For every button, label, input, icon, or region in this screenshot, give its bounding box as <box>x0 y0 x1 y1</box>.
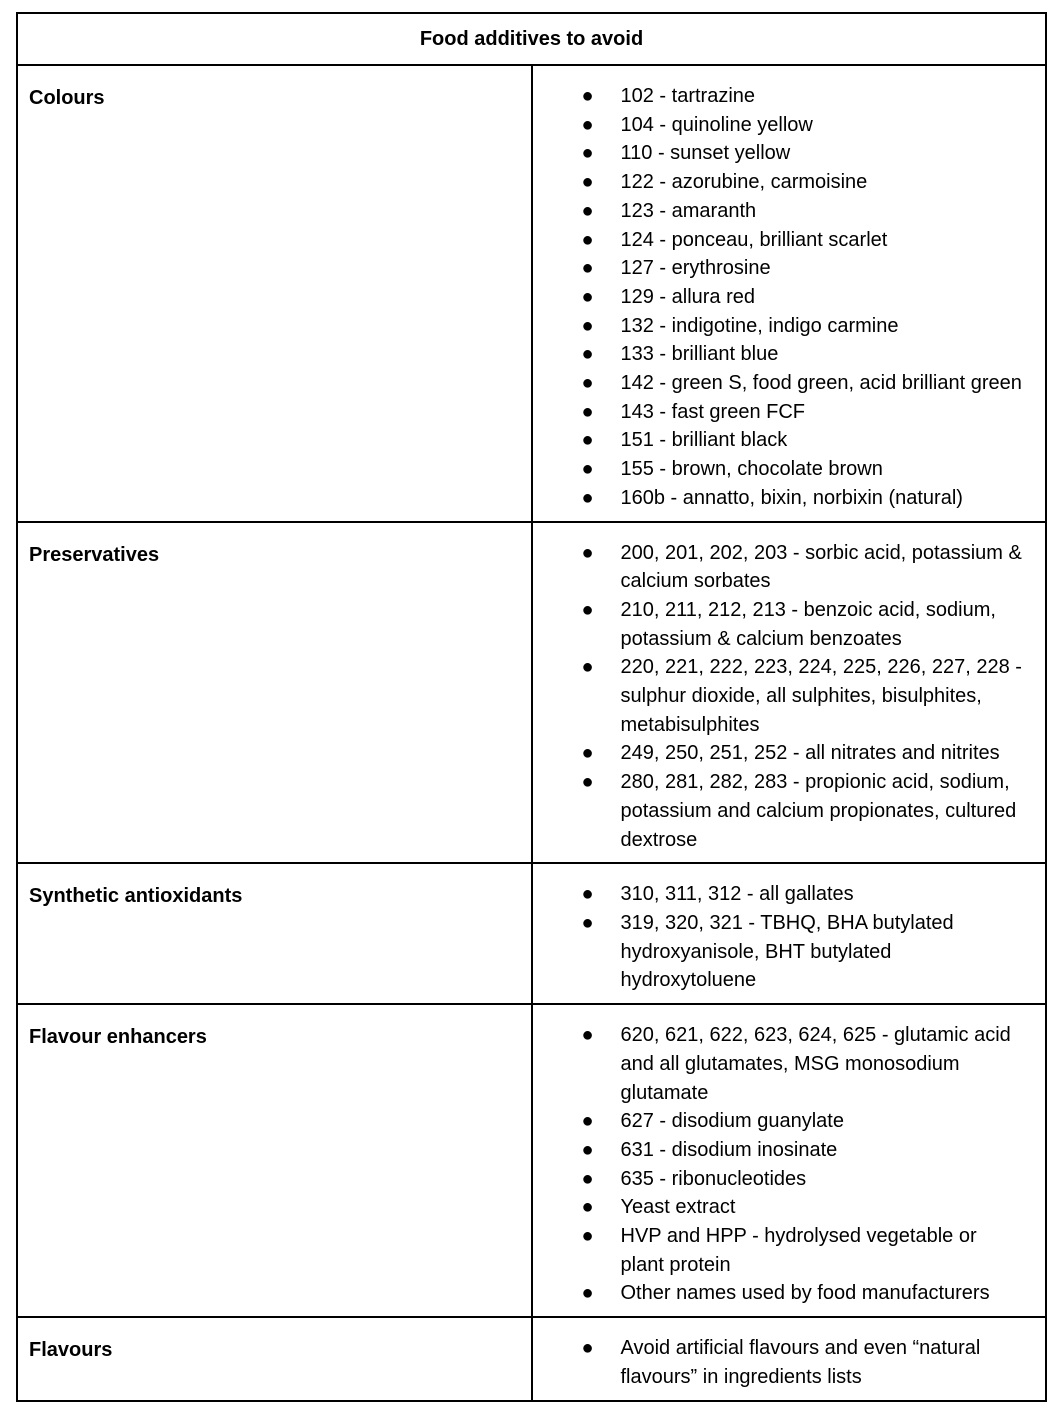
bullet-icon: ● <box>581 1282 594 1305</box>
list-item <box>533 596 1026 653</box>
additive-item-text: 627 - disodium guanylate <box>620 1110 844 1133</box>
list-item <box>533 1136 1026 1165</box>
additive-item-text: 127 - erythrosine <box>620 257 771 280</box>
additive-item-text: Avoid artificial flavours and even “natural flavours” in ingredients lists <box>620 1337 981 1388</box>
list-item <box>533 739 1026 768</box>
table-row <box>17 1317 1046 1400</box>
category-label: Flavour enhancers <box>17 1004 532 1317</box>
bullet-icon: ● <box>581 656 594 679</box>
category-label: Synthetic antioxidants <box>17 863 532 1004</box>
table-title: Food additives to avoid <box>17 13 1046 65</box>
table-row <box>17 863 1046 1004</box>
additive-list-cell <box>532 1004 1047 1317</box>
bullet-icon: ● <box>581 314 594 337</box>
list-item <box>533 254 1026 283</box>
bullet-icon: ● <box>581 171 594 194</box>
additive-item-text: 133 - brilliant blue <box>620 343 779 366</box>
list-item <box>533 880 1026 909</box>
list-item <box>533 1165 1026 1194</box>
bullet-icon: ● <box>581 199 594 222</box>
bullet-icon: ● <box>581 228 594 251</box>
additive-list-cell <box>532 522 1047 864</box>
bullet-icon: ● <box>581 429 594 452</box>
bullet-icon: ● <box>581 372 594 395</box>
additive-item-text: 142 - green S, food green, acid brilliant green <box>620 372 1022 395</box>
bullet-icon: ● <box>581 598 594 621</box>
bullet-icon: ● <box>581 142 594 165</box>
additive-list <box>533 1021 1026 1308</box>
list-item <box>533 139 1026 168</box>
additive-item-text: 110 - sunset yellow <box>620 142 791 165</box>
additive-list <box>533 82 1026 513</box>
additive-item-text: 280, 281, 282, 283 - propionic acid, sodium, potassium and calcium propionates, cultured dextrose <box>620 771 1017 851</box>
additive-item-text: Yeast extract <box>620 1196 736 1219</box>
list-item <box>533 426 1026 455</box>
list-item <box>533 226 1026 255</box>
bullet-icon: ● <box>581 1167 594 1190</box>
list-item <box>533 1334 1026 1391</box>
list-item <box>533 111 1026 140</box>
list-item <box>533 909 1026 995</box>
additive-item-text: 319, 320, 321 - TBHQ, BHA butylated hydroxyanisole, BHT butylated hydroxytoluene <box>620 911 954 992</box>
additive-item-text: HVP and HPP - hydrolysed vegetable or plant protein <box>620 1225 977 1276</box>
bullet-icon: ● <box>581 883 594 906</box>
additive-list-cell <box>532 863 1047 1004</box>
additive-list <box>533 880 1026 995</box>
additive-list <box>533 1334 1026 1391</box>
list-item <box>533 768 1026 854</box>
additive-item-text: 210, 211, 212, 213 - benzoic acid, sodium, potassium & calcium benzoates <box>620 598 996 650</box>
additive-item-text: 310, 311, 312 - all gallates <box>620 883 854 906</box>
list-item <box>533 197 1026 226</box>
bullet-icon: ● <box>581 1225 594 1248</box>
additive-list-cell <box>532 1317 1047 1400</box>
additive-item-text: 635 - ribonucleotides <box>620 1167 807 1190</box>
list-item <box>533 1279 1026 1308</box>
additive-item-text: 249, 250, 251, 252 - all nitrates and nitrites <box>620 742 1000 765</box>
table-header-row <box>17 13 1046 65</box>
bullet-icon: ● <box>581 1110 594 1133</box>
list-item <box>533 312 1026 341</box>
additive-list <box>533 539 1026 855</box>
list-item <box>533 1193 1026 1222</box>
list-item <box>533 455 1026 484</box>
additive-item-text: 124 - ponceau, brilliant scarlet <box>620 228 888 251</box>
bullet-icon: ● <box>581 541 594 564</box>
category-label: Colours <box>17 65 532 522</box>
bullet-icon: ● <box>581 85 594 107</box>
bullet-icon: ● <box>581 257 594 280</box>
list-item <box>533 484 1026 513</box>
additive-item-text: 160b - annatto, bixin, norbixin (natural) <box>620 486 963 509</box>
list-item <box>533 1021 1026 1107</box>
additive-item-text: 151 - brilliant black <box>620 429 788 452</box>
additive-item-text: 143 - fast green FCF <box>620 400 806 423</box>
bullet-icon: ● <box>581 113 594 136</box>
additive-item-text: 123 - amaranth <box>620 199 757 222</box>
additive-item-text: Other names used by food manufacturers <box>620 1282 990 1305</box>
additive-item-text: 200, 201, 202, 203 - sorbic acid, potassium & calcium sorbates <box>620 541 1022 593</box>
additive-item-text: 220, 221, 222, 223, 224, 225, 226, 227, 228 - sulphur dioxide, all sulphites, bisulphites, metabisulphites <box>620 656 1022 736</box>
additives-table <box>16 12 1047 1402</box>
list-item <box>533 1107 1026 1136</box>
list-item <box>533 1222 1026 1279</box>
bullet-icon: ● <box>581 1024 594 1047</box>
additive-list-cell <box>532 65 1047 522</box>
list-item <box>533 398 1026 427</box>
additive-item-text: 129 - allura red <box>620 285 756 308</box>
category-label: Flavours <box>17 1317 532 1400</box>
table-row <box>17 522 1046 864</box>
list-item <box>533 369 1026 398</box>
table-row <box>17 65 1046 522</box>
list-item <box>533 340 1026 369</box>
additive-item-text: 631 - disodium inosinate <box>620 1138 838 1161</box>
bullet-icon: ● <box>581 911 594 934</box>
additive-item-text: 122 - azorubine, carmoisine <box>620 171 868 194</box>
list-item <box>533 168 1026 197</box>
list-item <box>533 539 1026 596</box>
bullet-icon: ● <box>581 486 594 509</box>
additive-item-text: 102 - tartrazine <box>620 85 756 107</box>
bullet-icon: ● <box>581 1196 594 1219</box>
bullet-icon: ● <box>581 1138 594 1161</box>
additive-item-text: 104 - quinoline yellow <box>620 113 813 136</box>
category-label: Preservatives <box>17 522 532 864</box>
table-row <box>17 1004 1046 1317</box>
additive-item-text: 620, 621, 622, 623, 624, 625 - glutamic acid and all glutamates, MSG monosodium glutamate <box>620 1024 1011 1104</box>
list-item <box>533 82 1026 111</box>
bullet-icon: ● <box>581 400 594 423</box>
bullet-icon: ● <box>581 1337 594 1360</box>
bullet-icon: ● <box>581 343 594 366</box>
list-item <box>533 653 1026 739</box>
bullet-icon: ● <box>581 285 594 308</box>
additive-item-text: 132 - indigotine, indigo carmine <box>620 314 899 337</box>
bullet-icon: ● <box>581 742 594 765</box>
list-item <box>533 283 1026 312</box>
bullet-icon: ● <box>581 771 594 794</box>
additive-item-text: 155 - brown, chocolate brown <box>620 458 883 481</box>
bullet-icon: ● <box>581 458 594 481</box>
